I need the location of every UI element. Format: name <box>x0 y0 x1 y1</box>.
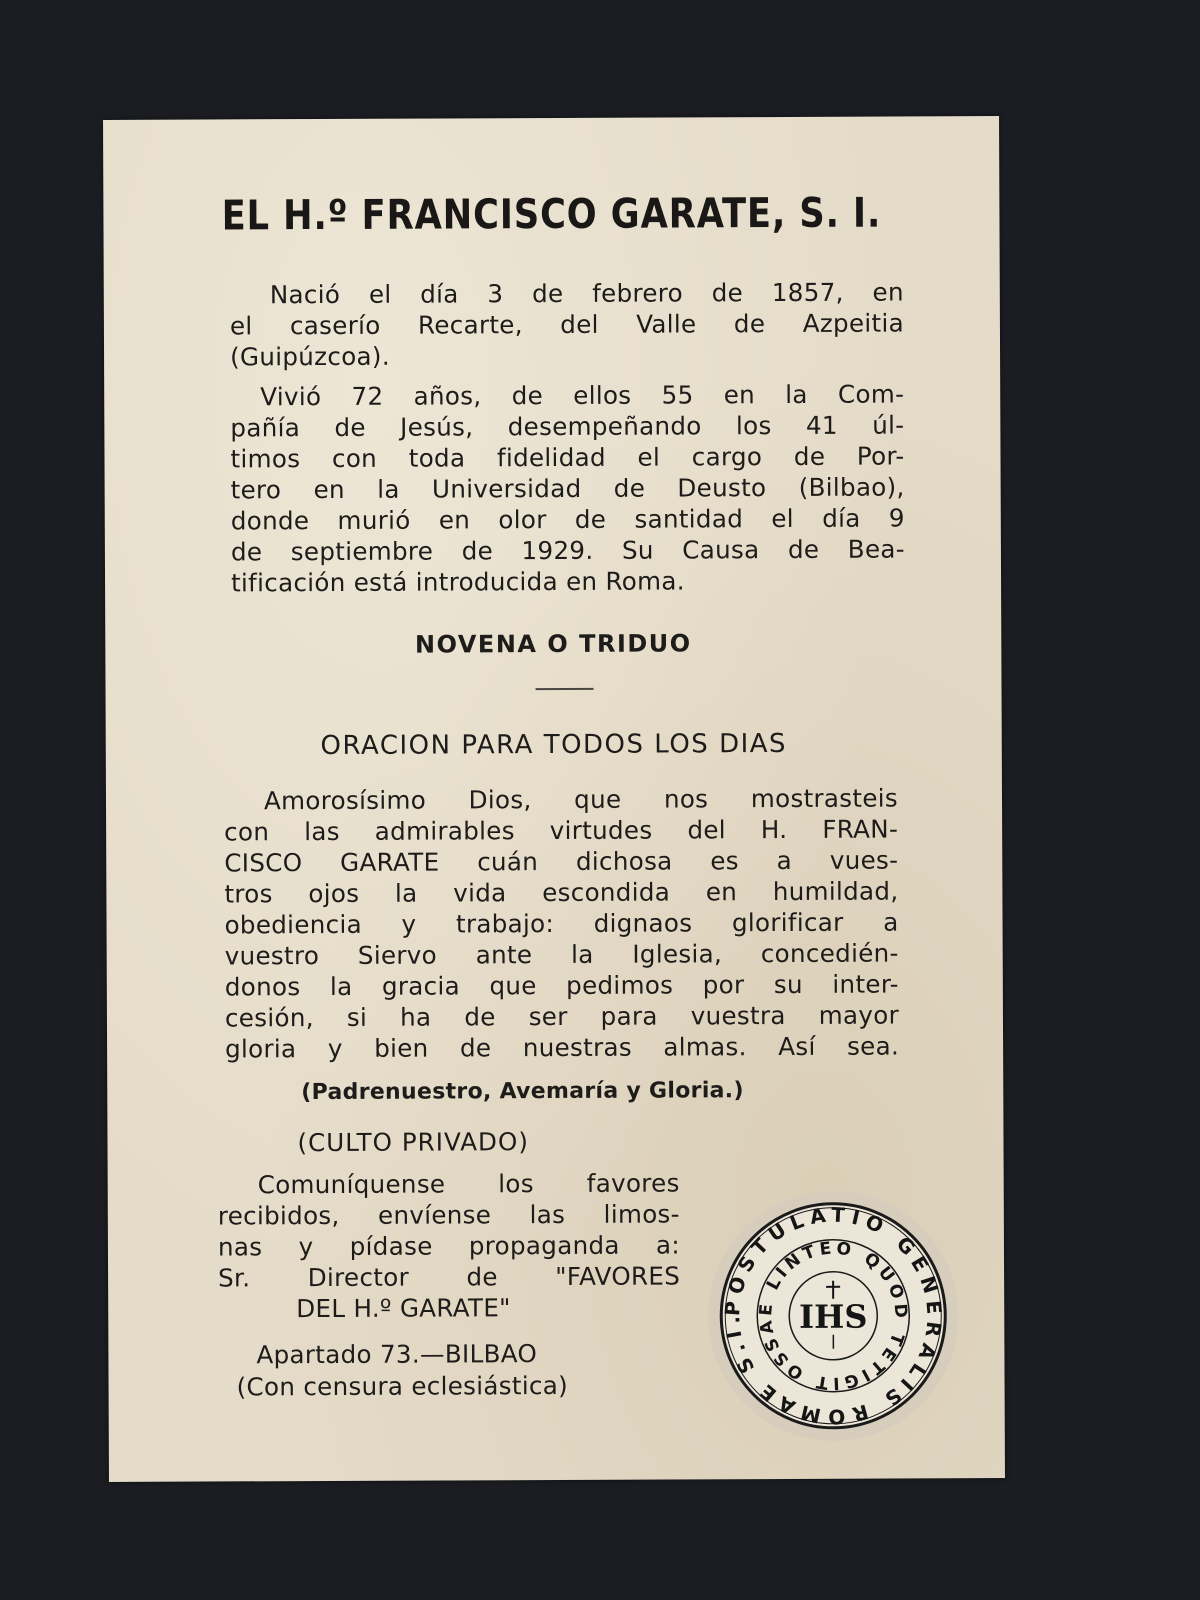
prayer-paragraph <box>224 782 899 1064</box>
prayer-line: donos la gracia que pedimos por su inter- <box>224 969 899 1002</box>
bio2-line: tero en la Universidad de Deusto (Bilbao), <box>230 472 905 505</box>
prayers-note: (Padrenuestro, Avemaría y Gloria.) <box>301 1078 744 1106</box>
contact-line: nas y pídase propaganda a: <box>217 1230 681 1262</box>
prayer-line: CISCO GARATE cuán dichosa es a vues- <box>224 845 899 878</box>
contact-line: Sr. Director de "FAVORES <box>218 1261 681 1293</box>
bio2-line: timos con toda fidelidad el cargo de Por- <box>230 441 905 474</box>
postulation-seal <box>706 1188 961 1443</box>
card-title: EL H.º FRANCISCO GARATE, S. I. <box>221 188 882 240</box>
contact-line: Comuníquense los favores <box>257 1168 680 1200</box>
contact-line: DEL H.º GARATE" <box>296 1293 511 1324</box>
divider <box>536 688 594 690</box>
bio2-line: de septiembre de 1929. Su Causa de Bea- <box>230 534 905 567</box>
prayer-heading: ORACION PARA TODOS LOS DIAS <box>320 728 788 762</box>
contact-line: recibidos, envíense las limos- <box>217 1199 680 1231</box>
contact-paragraph <box>218 1167 681 1324</box>
bio1-line: Nació el día 3 de febrero de 1857, en <box>269 277 904 310</box>
bio1-line: (Guipúzcoa). <box>230 341 390 372</box>
seal-outer-text: POSTULATIO GENERALIS ROMAE S.I. <box>720 1202 947 1430</box>
bio2-line: donde murió en olor de santidad el día 9 <box>230 503 905 536</box>
prayer-line: con las admirables virtudes del H. FRAN- <box>224 814 899 847</box>
bio1-line: el caserío Recarte, del Valle de Azpeitia <box>229 308 904 341</box>
prayer-line: obediencia y trabajo: dignaos glorificar a <box>224 907 899 940</box>
prayer-line: vuestro Siervo ante la Iglesia, concedién- <box>224 938 899 971</box>
address: Apartado 73.—BILBAO <box>256 1339 538 1370</box>
bio-paragraph-1 <box>230 276 904 372</box>
censorship-note: (Con censura eclesiástica) <box>236 1370 569 1402</box>
prayer-card <box>103 116 1005 1482</box>
bio-paragraph-2 <box>230 378 905 598</box>
prayer-line: cesión, si ha de ser para vuestra mayor <box>224 1000 900 1033</box>
culto-privado: (CULTO PRIVADO) <box>297 1127 529 1158</box>
bio2-line: tificación está introducida en Roma. <box>230 566 685 598</box>
seal-inner-text: E LINTEO QUOD TETIGIT OSSA <box>756 1238 911 1393</box>
prayer-line: Amorosísimo Dios, que nos mostrasteis <box>263 783 899 816</box>
prayer-line: gloria y bien de nuestras almas. Así sea. <box>225 1031 900 1064</box>
ihs-monogram: IHS <box>799 1297 868 1336</box>
novena-heading: NOVENA O TRIDUO <box>414 629 692 659</box>
bio2-line: Vivió 72 años, de ellos 55 en la Com- <box>260 379 905 412</box>
bio2-line: pañía de Jesús, desempeñando los 41 úl- <box>230 410 905 443</box>
prayer-line: tros ojos la vida escondida en humildad, <box>224 876 899 909</box>
